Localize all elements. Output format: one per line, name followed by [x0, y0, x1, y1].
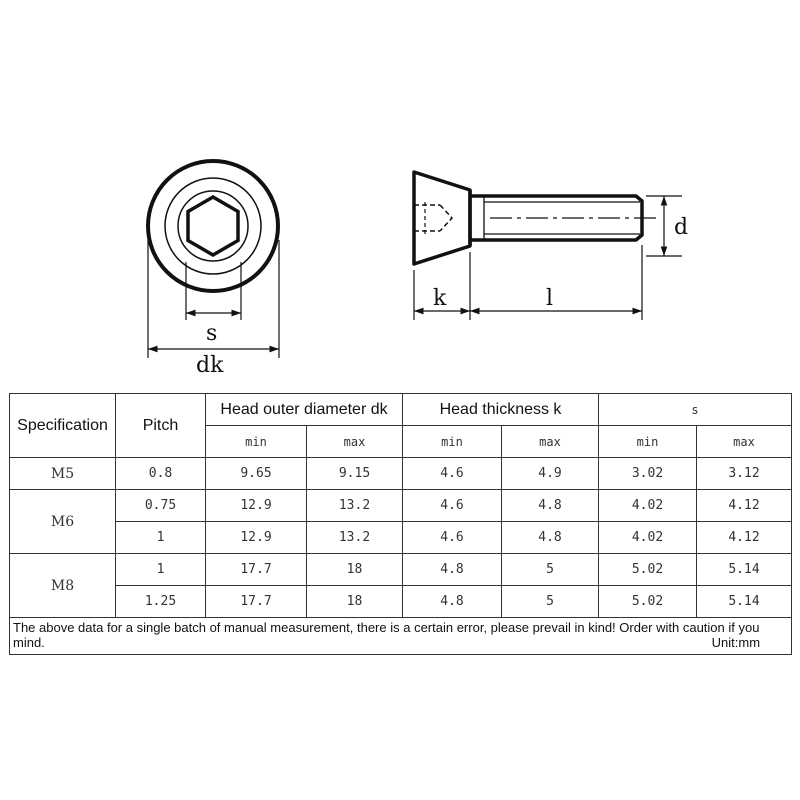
value-cell: 4.12	[697, 522, 792, 554]
technical-drawing	[0, 0, 800, 390]
value-cell: 4.8	[502, 522, 599, 554]
pitch-cell: 1	[116, 554, 206, 586]
value-cell: 3.12	[697, 458, 792, 490]
subheader-s-min: min	[599, 426, 697, 458]
value-cell: 4.6	[403, 522, 502, 554]
value-cell: 12.9	[206, 490, 307, 522]
pitch-cell: 0.8	[116, 458, 206, 490]
value-cell: 17.7	[206, 554, 307, 586]
header-head-outer-diameter: Head outer diameter dk	[206, 394, 403, 426]
table-row	[10, 586, 792, 618]
value-cell: 3.02	[599, 458, 697, 490]
l-label: l	[546, 286, 554, 311]
subheader-k-min: min	[403, 426, 502, 458]
value-cell: 4.02	[599, 522, 697, 554]
spec-cell: M5	[10, 458, 116, 490]
header-pitch: Pitch	[116, 394, 206, 458]
value-cell: 13.2	[307, 490, 403, 522]
value-cell: 4.9	[502, 458, 599, 490]
value-cell: 13.2	[307, 522, 403, 554]
spec-cell: M8	[10, 554, 116, 618]
d-label: d	[674, 215, 689, 240]
value-cell: 5	[502, 554, 599, 586]
value-cell: 4.6	[403, 458, 502, 490]
table-row	[10, 490, 792, 522]
note-cell	[10, 618, 792, 655]
subheader-dk-min: min	[206, 426, 307, 458]
spec-table	[9, 393, 792, 655]
spec-cell: M6	[10, 490, 116, 554]
dk-label: dk	[196, 353, 224, 378]
value-cell: 5.14	[697, 554, 792, 586]
unit-label: Unit:mm	[711, 635, 761, 650]
value-cell: 5.02	[599, 554, 697, 586]
subheader-dk-max: max	[307, 426, 403, 458]
value-cell: 17.7	[206, 586, 307, 618]
header-s: s	[599, 394, 792, 426]
value-cell: 5	[502, 586, 599, 618]
value-cell: 5.02	[599, 586, 697, 618]
value-cell: 5.14	[697, 586, 792, 618]
value-cell: 4.12	[697, 490, 792, 522]
pitch-cell: 1	[116, 522, 206, 554]
table-row	[10, 522, 792, 554]
pitch-cell: 1.25	[116, 586, 206, 618]
value-cell: 4.6	[403, 490, 502, 522]
k-label: k	[433, 286, 447, 311]
value-cell: 9.65	[206, 458, 307, 490]
subheader-k-max: max	[502, 426, 599, 458]
value-cell: 18	[307, 554, 403, 586]
table-row	[10, 554, 792, 586]
value-cell: 9.15	[307, 458, 403, 490]
header-row	[10, 394, 792, 426]
value-cell: 18	[307, 586, 403, 618]
hex-socket-icon	[188, 197, 238, 255]
s-label: s	[206, 321, 218, 346]
table-row	[10, 458, 792, 490]
header-head-thickness: Head thickness k	[403, 394, 599, 426]
pitch-cell: 0.75	[116, 490, 206, 522]
value-cell: 4.02	[599, 490, 697, 522]
value-cell: 4.8	[403, 586, 502, 618]
header-specification: Specification	[10, 394, 116, 458]
value-cell: 4.8	[502, 490, 599, 522]
value-cell: 4.8	[403, 554, 502, 586]
value-cell: 12.9	[206, 522, 307, 554]
note-text: The above data for a single batch of manual measurement, there is a certain error, please prevail in kind! Order with caution if you mind.	[13, 620, 760, 650]
subheader-s-max: max	[697, 426, 792, 458]
note-row	[10, 618, 792, 655]
